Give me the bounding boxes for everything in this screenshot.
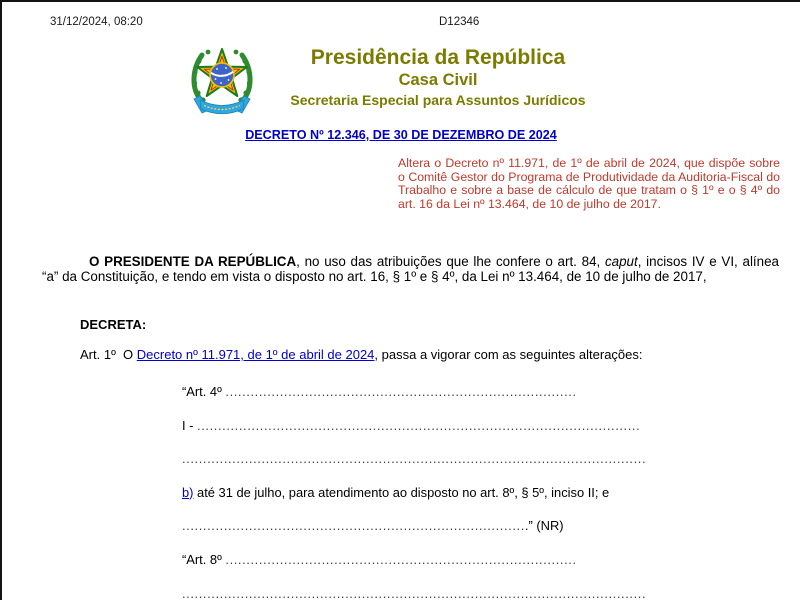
quote-line-nr <box>182 519 652 533</box>
decree-title-link[interactable]: DECRETO Nº 12.346, DE 30 DE DEZEMBRO DE 2024 <box>245 128 557 142</box>
article-1-prefix: Art. 1º O <box>80 347 137 362</box>
ellipsis-fill: .......................................................................................................... <box>197 418 641 433</box>
decreta-paragraph <box>80 317 146 332</box>
ellipsis-fill: ............................................................................................................... <box>182 586 647 600</box>
print-timestamp: 31/12/2024, 08:20 <box>50 16 143 28</box>
org-name: Presidência da República <box>310 46 566 69</box>
article-1-suffix: , passa a vigorar com as seguintes alterações: <box>374 347 643 362</box>
preamble-caput: caput <box>604 254 638 269</box>
alinea-b-text: até 31 de julho, para atendimento ao disposto no art. 8º, § 5º, inciso II; e <box>193 485 610 500</box>
decreta-label: DECRETA: <box>80 317 147 332</box>
quote-line-ellipsis-2 <box>182 587 652 600</box>
preamble-lead: O PRESIDENTE DA REPÚBLICA <box>89 254 297 269</box>
ellipsis-fill: ............................................................................................................... <box>182 452 647 467</box>
quote-art8-label: “Art. 8º <box>182 552 226 567</box>
preamble <box>42 254 779 285</box>
org-secretariat: Secretaria Especial para Assuntos Jurídicos <box>290 92 586 108</box>
print-header <box>2 16 800 30</box>
masthead <box>190 39 614 119</box>
decree-summary: Altera o Decreto nº 11.971, de 1º de abril de 2024, que dispõe sobre o Comitê Gestor do Programa de Produtividade da Auditoria-Fiscal do Trabalho e sobre a base de cálculo de que tratam o § 1º e o § 4º do art. 16 da Lei nº 13.464, de 10 de julho de 2017. <box>398 156 780 211</box>
decree-title <box>2 128 800 142</box>
quote-inciso-1-label: I - <box>182 418 198 433</box>
quote-line-ellipsis <box>182 452 652 466</box>
ellipsis-fill: .................................................................................. <box>182 519 525 534</box>
nr-suffix: .” (NR) <box>524 519 564 534</box>
org-department: Casa Civil <box>398 71 478 89</box>
quote-line-art4 <box>182 385 652 399</box>
decreto-11971-link[interactable]: Decreto nº 11.971, de 1º de abril de 2024 <box>136 347 375 362</box>
alinea-b-link[interactable]: b) <box>182 485 194 500</box>
doc-code: D12346 <box>439 16 480 28</box>
quote-art4-label: “Art. 4º <box>182 385 226 399</box>
quote-line-art8 <box>182 553 652 567</box>
preamble-text-2: , incisos IV e VI, alínea “a” da Constituição, e tendo em vista o disposto no art. 16, § 1º e § 4º, da Lei nº 13.464, de 10 de julho de 2017, <box>42 254 779 285</box>
preamble-text-1: , no uso das atribuições que lhe confere o art. 84, <box>296 254 605 269</box>
ellipsis-fill: .................................................................................... <box>225 552 577 567</box>
brazil-coat-of-arms-icon <box>190 39 254 119</box>
quote-line-alinea-b <box>182 486 652 500</box>
quote-line-inciso-1 <box>182 419 652 433</box>
ellipsis-fill: .................................................................................... <box>225 385 577 399</box>
article-1 <box>42 347 779 362</box>
org-block <box>262 39 614 109</box>
quoted-amendments <box>182 385 652 600</box>
